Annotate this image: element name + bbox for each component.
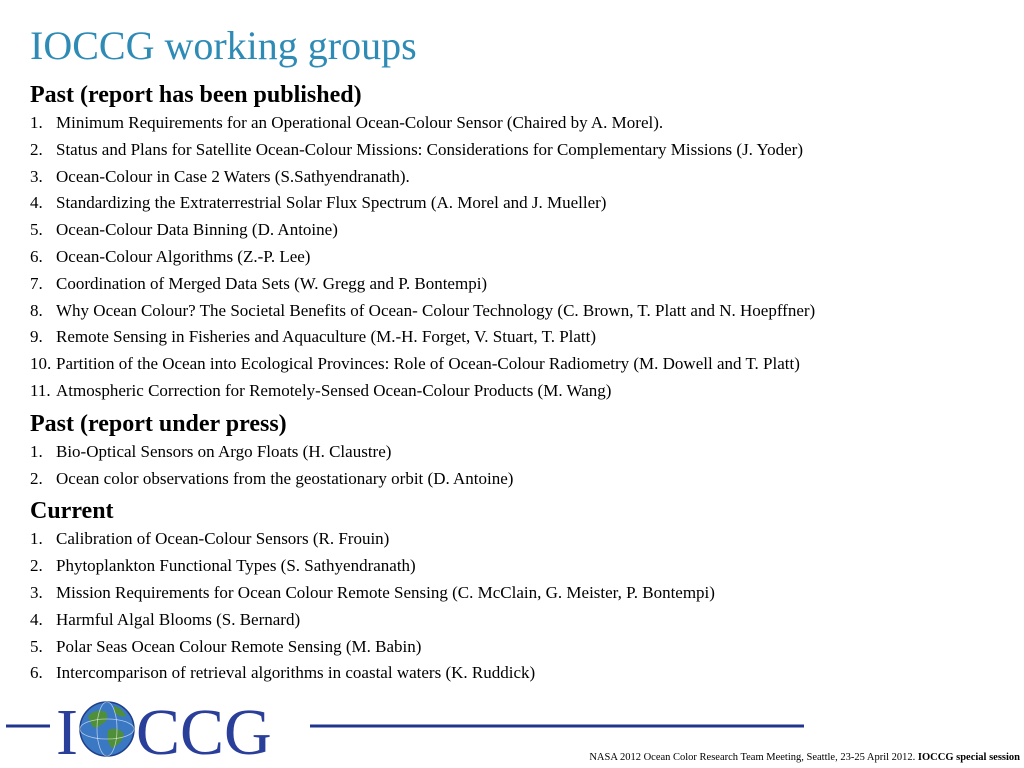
item-number: 6. (30, 663, 43, 683)
item-text: Ocean-Colour Data Binning (D. Antoine) (56, 220, 338, 240)
published-list (30, 110, 1010, 405)
section-heading: Past (report under press) (30, 410, 287, 437)
list-item (30, 580, 1010, 607)
item-number: 1. (30, 113, 43, 132)
list-item (30, 298, 1010, 325)
list-item (30, 271, 1010, 298)
item-text: Phytoplankton Functional Types (S. Sathyendranath) (56, 556, 416, 576)
item-text: Harmful Algal Blooms (S. Bernard) (56, 609, 301, 629)
item-text: Bio-Optical Sensors on Argo Floats (H. Claustre) (56, 441, 392, 461)
item-text: Remote Sensing in Fisheries and Aquaculture (M.-H. Forget, V. Stuart, T. Platt) (56, 327, 597, 347)
list-item (30, 217, 1010, 244)
item-number: 3. (30, 582, 43, 602)
item-number: 2. (30, 556, 43, 576)
item-text: Calibration of Ocean-Colour Sensors (R. Frouin) (56, 529, 390, 549)
list-item (30, 324, 1010, 351)
list-item (30, 660, 1010, 687)
logo-letters-ccg: CCG (136, 696, 272, 762)
list-item (30, 439, 1010, 466)
section-under-press (30, 409, 1010, 493)
item-number: 8. (30, 300, 43, 320)
globe-icon (80, 702, 134, 756)
item-number: 11. (30, 380, 51, 400)
item-number: 3. (30, 166, 43, 186)
item-text: Intercomparison of retrieval algorithms in coastal waters (K. Ruddick) (56, 663, 536, 683)
list-item (30, 466, 1010, 493)
item-number: 4. (30, 609, 43, 629)
item-text: Minimum Requirements for an Operational Ocean-Colour Sensor (Chaired by A. Morel). (56, 113, 664, 132)
section-current (30, 496, 1010, 687)
slide-footer (589, 752, 1020, 763)
current-list (30, 526, 1010, 687)
item-text: Atmospheric Correction for Remotely-Sensed Ocean-Colour Products (M. Wang) (56, 380, 612, 400)
item-number: 1. (30, 529, 43, 549)
list-item (30, 244, 1010, 271)
list-item (30, 137, 1010, 164)
footer-text: NASA 2012 Ocean Color Research Team Meeting, Seattle, 23-25 April 2012. (589, 752, 918, 763)
item-text: Ocean-Colour in Case 2 Waters (S.Sathyendranath). (56, 166, 410, 186)
list-item (30, 378, 1010, 405)
section-published (30, 80, 1010, 405)
list-item (30, 110, 1010, 137)
slide-title: IOCCG working groups (30, 23, 417, 68)
item-text: Status and Plans for Satellite Ocean-Colour Missions: Considerations for Complementary Missions (J. Yoder) (56, 139, 803, 159)
list-item (30, 351, 1010, 378)
item-text: Standardizing the Extraterrestrial Solar Flux Spectrum (A. Morel and J. Mueller) (56, 193, 607, 213)
section-heading: Past (report has been published) (30, 82, 362, 108)
under-press-list (30, 439, 1010, 493)
item-text: Coordination of Merged Data Sets (W. Gregg and P. Bontempi) (56, 273, 488, 293)
list-item (30, 634, 1010, 661)
item-number: 2. (30, 468, 43, 488)
item-text: Ocean-Colour Algorithms (Z.-P. Lee) (56, 246, 311, 266)
item-number: 5. (30, 636, 43, 656)
list-item (30, 553, 1010, 580)
list-item (30, 607, 1010, 634)
item-number: 6. (30, 246, 43, 266)
item-number: 5. (30, 220, 43, 240)
list-item (30, 190, 1010, 217)
section-heading: Current (30, 498, 114, 525)
item-text: Ocean color observations from the geostationary orbit (D. Antoine) (56, 468, 514, 488)
footer-bold: IOCCG special session (917, 752, 1020, 763)
item-text: Partition of the Ocean into Ecological Provinces: Role of Ocean-Colour Radiometry (M. Dowell and T. Platt) (56, 354, 800, 374)
item-text: Mission Requirements for Ocean Colour Remote Sensing (C. McClain, G. Meister, P. Bontempi) (56, 582, 715, 602)
item-text: Polar Seas Ocean Colour Remote Sensing (M. Babin) (56, 636, 422, 656)
item-number: 2. (30, 139, 43, 159)
logo-letter-i: I (56, 696, 78, 762)
slide-content (30, 80, 1010, 687)
item-text: Why Ocean Colour? The Societal Benefits of Ocean- Colour Technology (C. Brown, T. Platt and N. Hoepffner) (56, 300, 816, 320)
item-number: 1. (30, 441, 43, 461)
item-number: 4. (30, 193, 43, 213)
item-number: 9. (30, 327, 43, 347)
list-item (30, 164, 1010, 191)
item-number: 10. (30, 354, 52, 374)
list-item (30, 526, 1010, 553)
item-number: 7. (30, 273, 43, 293)
